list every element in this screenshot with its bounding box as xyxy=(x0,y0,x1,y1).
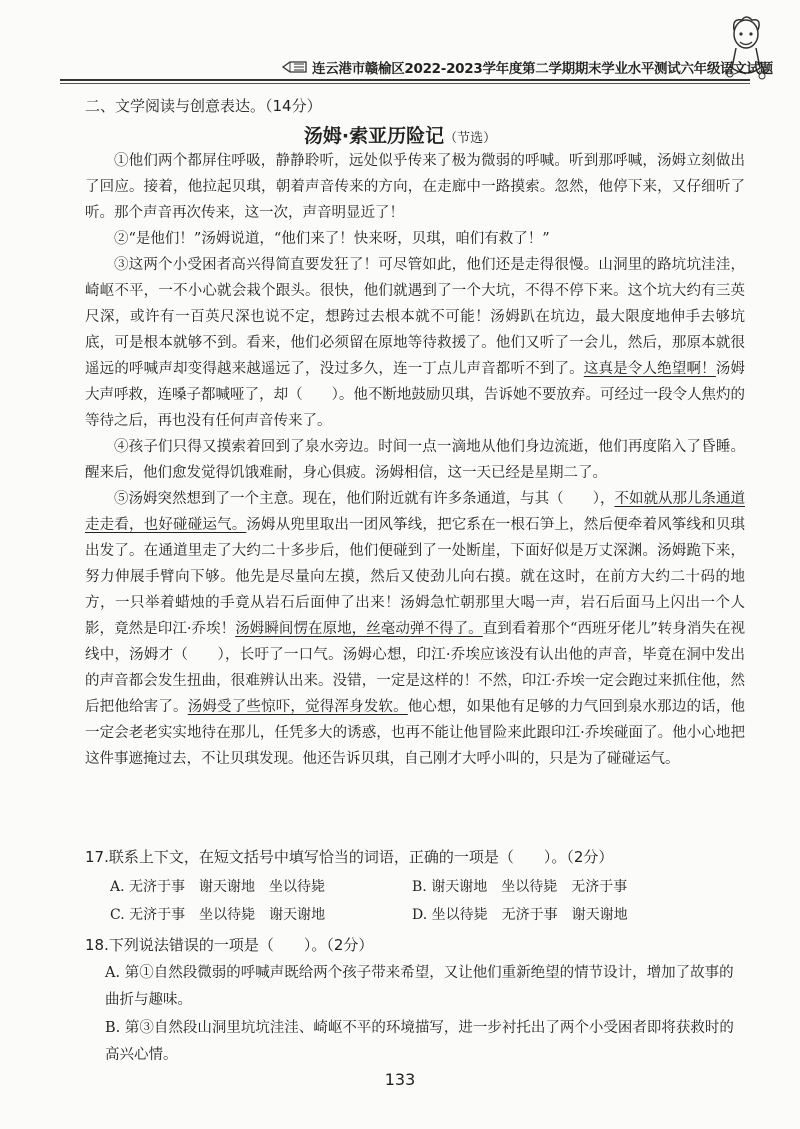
underlined-sentence: 汤姆瞬间愣在原地，丝毫动弹不得了。 xyxy=(235,621,483,637)
paragraph-5-text-b: 汤姆从兜里取出一团风筝线，把它系在一根石笋上，然后便牵着风筝线和贝琪出发了。在通道里走了大约二十多步后，他们便碰到了一处断崖，下面好似是万丈深渊。汤姆跪下来，努力伸展手臂向下够。他先是尽量向左摸，然后又使劲儿向右摸。就在这时，在前方大约二十码的地方，一只举着蜡烛的手竟从岩石后面伸了出来！汤姆急忙朝那里大喝一声，岩石后面马上闪出一个人影，竟然是印江·乔埃！ xyxy=(85,517,745,637)
article-subtitle: （节选） xyxy=(444,131,497,146)
question-18-option-b[interactable]: B. 第③自然段山洞里坑坑洼洼、崎岖不平的环境描写，进一步衬托出了两个小受困者即将获救时的高兴心情。 xyxy=(105,1020,734,1063)
paragraph-3-text-a: ③这两个小受困者高兴得简直要发狂了！可尽管如此，他们还是走得很慢。山洞里的路坑坑洼洼，崎岖不平，一不小心就会栽个跟头。很快，他们就遇到了一个大坑，不得不停下来。这个坑大约有三英尺深，或许有一百英尺深也说不定，想跨过去根本就不可能！汤姆趴在坑边，最大限度地伸手去够坑底，可是根本就够不到。看来，他们必须留在原地等待救援了。他们又听了一会儿，然后，那原本就很遥远的呼喊声却变得越来越遥远了，没过多久，连一丁点儿声音都听不到了。 xyxy=(85,257,745,377)
header-rule xyxy=(60,79,750,81)
question-17-stem: 17.联系上下文，在短文括号中填写恰当的词语，正确的一项是（ ）。（2分） xyxy=(85,848,614,866)
paragraph-5-text-c: 直到看着那个“西班牙佬儿”转身消失在视线中，汤姆才（ ），长吁了一口气。汤姆心想，印江·乔埃应该没有认出他的声音，毕竟在洞中发出的声音都会发生扭曲，很难辨认出来。没错，一定是这样的！不然，印江·乔埃一定会跑过来抓住他，然后把他给害了。 xyxy=(85,621,746,715)
section-title: 二、文学阅读与创意表达。（14分） xyxy=(85,97,322,115)
page-header xyxy=(60,55,773,83)
question-18-stem: 18.下列说法错误的一项是（ ）。（2分） xyxy=(85,936,374,954)
paragraph-1: ①他们两个都屏住呼吸，静静聆听，远处似乎传来了极为微弱的呼喊。听到那呼喊，汤姆立刻做出了回应。接着，他拉起贝琪，朝着声音传来的方向，在走廊中一路摸索。忽然，他停下来，又仔细听了听。那个声音再次传来，这一次，声音明显近了！ xyxy=(85,153,745,221)
article-body xyxy=(85,148,745,772)
paragraph-3 xyxy=(85,252,745,434)
article-title-text: 汤姆·索亚历险记 xyxy=(303,125,445,147)
question-17-option-a[interactable]: A. 无济于事 谢天谢地 坐以待毙 xyxy=(110,879,326,895)
underlined-sentence: 不如就从那儿条通道走走看，也好碰碰运气。 xyxy=(85,491,745,533)
paragraph-4: ④孩子们只得又摸索着回到了泉水旁边。时间一点一滴地从他们身边流逝，他们再度陷入了昏睡。醒来后，他们愈发觉得饥饿难耐，身心俱疲。汤姆相信，这一天已经是星期二了。 xyxy=(85,439,745,481)
question-17-option-c[interactable]: C. 无济于事 坐以待毙 谢天谢地 xyxy=(110,907,326,923)
question-17-option-b[interactable]: B. 谢天谢地 坐以待毙 无济于事 xyxy=(412,879,628,895)
question-18-option-a[interactable]: A. 第①自然段微弱的呼喊声既给两个孩子带来希望，又让他们重新绝望的情节设计，增加了故事的曲折与趣味。 xyxy=(105,965,734,1008)
underlined-sentence: 汤姆受了些惊吓，觉得浑身发软。 xyxy=(187,699,408,715)
question-17-option-d[interactable]: D. 坐以待毙 无济于事 谢天谢地 xyxy=(412,907,628,923)
paragraph-5 xyxy=(85,486,745,772)
paragraph-3-text-b: 汤姆大声呼救，连嗓子都喊哑了，却（ ）。他不断地鼓励贝琪，告诉她不要放弃。可经过一段令人焦灼的等待之后，再也没有任何声音传来了。 xyxy=(85,361,746,429)
header-rule-thin xyxy=(60,83,750,84)
header-title: 连云港市赣榆区2022-2023学年度第二学期期末学业水平测试六年级语文试题 xyxy=(312,61,773,77)
article-title xyxy=(0,121,800,148)
paragraph-5-text-d: 他心想，如果他有足够的力气回到泉水那边的话，他一定会老老实实地待在那儿，任凭多大的诱惑，也再不能让他冒险来此跟印江·乔埃碰面了。他小心地把这件事遮掩过去，不让贝琪发现。他还告诉贝琪，自己刚才大呼小叫的，只是为了碰碰运气。 xyxy=(85,699,746,767)
page-number: 133 xyxy=(384,1070,416,1089)
paragraph-2: ②“是他们！”汤姆说道，“他们来了！快来呀，贝琪，咱们有救了！” xyxy=(114,231,550,247)
paragraph-5-text-a: ⑤汤姆突然想到了一个主意。现在，他们附近就有许多条通道，与其（ ）， xyxy=(114,491,615,507)
underlined-sentence: 这真是令人绝望啊！ xyxy=(583,361,716,377)
pen-icon xyxy=(282,59,308,73)
